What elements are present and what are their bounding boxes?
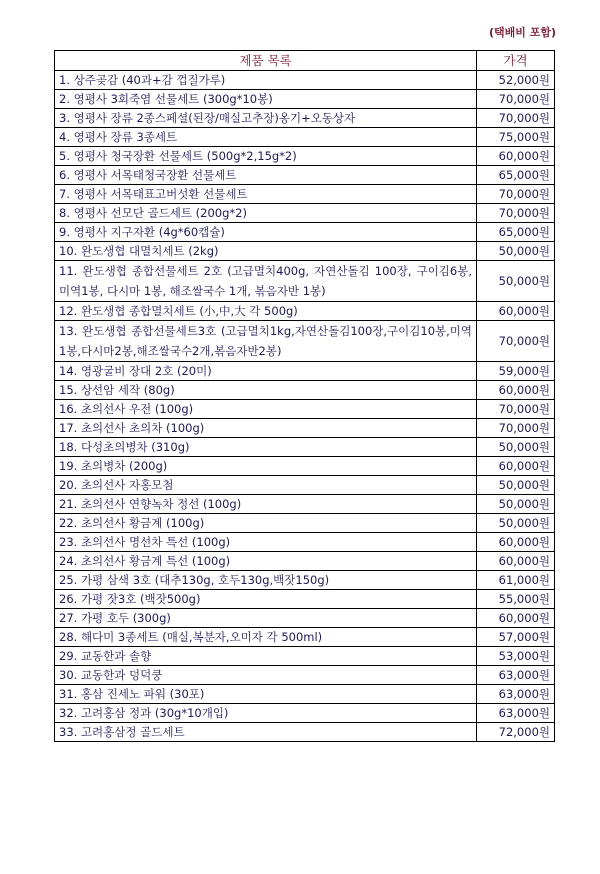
table-row: [55, 723, 555, 742]
product-name: 31. 홍삼 진세노 파워 (30포): [55, 685, 477, 704]
table-row: [55, 571, 555, 590]
product-price: 60,000원: [477, 302, 555, 321]
product-name: 24. 초의선사 황금계 특선 (100g): [55, 552, 477, 571]
product-price: 60,000원: [477, 147, 555, 166]
product-name: 29. 교동한과 솔향: [55, 647, 477, 666]
product-price: 50,000원: [477, 514, 555, 533]
product-price: 70,000원: [477, 419, 555, 438]
table-row: [55, 419, 555, 438]
product-name: 32. 고려홍삼 정과 (30g*10개입): [55, 704, 477, 723]
table-row: [55, 261, 555, 302]
table-row: [55, 400, 555, 419]
product-name: 26. 가평 잣3호 (백잣500g): [55, 590, 477, 609]
product-price: 70,000원: [477, 90, 555, 109]
product-name: 3. 영평사 장류 2종스페셜(된장/매실고추장)옹기+오동상자: [55, 109, 477, 128]
table-row: [55, 457, 555, 476]
product-name: 14. 영광굴비 장대 2호 (20미): [55, 362, 477, 381]
table-row: [55, 242, 555, 261]
product-name: 8. 영평사 선모단 골드세트 (200g*2): [55, 204, 477, 223]
table-row: [55, 590, 555, 609]
product-price: 63,000원: [477, 666, 555, 685]
product-price: 70,000원: [477, 321, 555, 362]
table-row: [55, 109, 555, 128]
product-price: 55,000원: [477, 590, 555, 609]
table-row: [55, 321, 555, 362]
table-row: [55, 302, 555, 321]
product-name: 16. 초의선사 우전 (100g): [55, 400, 477, 419]
product-rows: [55, 71, 555, 742]
product-price: 57,000원: [477, 628, 555, 647]
table-row: [55, 166, 555, 185]
table-row: [55, 552, 555, 571]
product-name: 20. 초의선사 자홍모첨: [55, 476, 477, 495]
delivery-fee-note: (택배비 포함): [488, 26, 556, 39]
table-row: [55, 647, 555, 666]
table-header-row: [55, 51, 555, 71]
product-name: 17. 초의선사 초의차 (100g): [55, 419, 477, 438]
table-row: [55, 362, 555, 381]
product-name: 22. 초의선사 황금계 (100g): [55, 514, 477, 533]
product-price: 50,000원: [477, 438, 555, 457]
table-row: [55, 438, 555, 457]
product-price: 72,000원: [477, 723, 555, 742]
product-name: 21. 초의선사 연향녹차 정선 (100g): [55, 495, 477, 514]
table-row: [55, 685, 555, 704]
product-price: 59,000원: [477, 362, 555, 381]
product-price-table: [54, 50, 555, 742]
table-row: [55, 381, 555, 400]
table-row: [55, 476, 555, 495]
price-header: 가격: [477, 51, 555, 71]
product-price: 50,000원: [477, 261, 555, 302]
product-price: 70,000원: [477, 185, 555, 204]
product-name: 1. 상주곶감 (40과+감 껍질가루): [55, 71, 477, 90]
product-name: 11. 완도생협 종합선물세트 2호 (고급멸치400g, 자연산돌김 100장, 구이김6봉, 미역1봉, 다시마 1봉, 해조쌀국수 1개, 볶음자반 1봉): [55, 261, 477, 302]
product-name: 23. 초의선사 명선차 특선 (100g): [55, 533, 477, 552]
product-price: 61,000원: [477, 571, 555, 590]
table-row: [55, 666, 555, 685]
table-row: [55, 533, 555, 552]
product-price: 60,000원: [477, 457, 555, 476]
product-price: 70,000원: [477, 204, 555, 223]
product-name: 7. 영평사 서목태표고버섯환 선물세트: [55, 185, 477, 204]
product-price: 65,000원: [477, 166, 555, 185]
product-list-header: 제품 목록: [55, 51, 477, 71]
product-price: 60,000원: [477, 609, 555, 628]
product-name: 5. 영평사 청국장환 선물세트 (500g*2,15g*2): [55, 147, 477, 166]
product-name: 25. 가평 삼색 3호 (대추130g, 호두130g,백잣150g): [55, 571, 477, 590]
product-name: 9. 영평사 지구자환 (4g*60캡슐): [55, 223, 477, 242]
product-name: 30. 교동한과 덩덕쿵: [55, 666, 477, 685]
product-price: 60,000원: [477, 552, 555, 571]
product-name: 15. 상선암 세작 (80g): [55, 381, 477, 400]
product-price: 63,000원: [477, 704, 555, 723]
product-name: 12. 완도생협 종합멸치세트 (小,中,大 각 500g): [55, 302, 477, 321]
product-name: 33. 고려홍삼정 골드세트: [55, 723, 477, 742]
product-price: 63,000원: [477, 685, 555, 704]
product-price: 50,000원: [477, 495, 555, 514]
product-price: 75,000원: [477, 128, 555, 147]
table-row: [55, 495, 555, 514]
product-name: 18. 다성초의병차 (310g): [55, 438, 477, 457]
table-row: [55, 147, 555, 166]
product-price: 70,000원: [477, 400, 555, 419]
table-row: [55, 128, 555, 147]
product-price: 65,000원: [477, 223, 555, 242]
product-price: 70,000원: [477, 109, 555, 128]
table-row: [55, 704, 555, 723]
table-row: [55, 514, 555, 533]
product-name: 28. 해다미 3종세트 (매실,복분자,오미자 각 500ml): [55, 628, 477, 647]
table-row: [55, 628, 555, 647]
product-price: 50,000원: [477, 242, 555, 261]
product-price: 52,000원: [477, 71, 555, 90]
product-name: 27. 가평 호두 (300g): [55, 609, 477, 628]
product-price: 53,000원: [477, 647, 555, 666]
table-row: [55, 71, 555, 90]
product-price: 60,000원: [477, 533, 555, 552]
product-name: 6. 영평사 서목태청국장환 선물세트: [55, 166, 477, 185]
product-price: 50,000원: [477, 476, 555, 495]
table-row: [55, 90, 555, 109]
table-row: [55, 185, 555, 204]
table-row: [55, 204, 555, 223]
product-price: 60,000원: [477, 381, 555, 400]
product-name: 4. 영평사 장류 3종세트: [55, 128, 477, 147]
table-row: [55, 609, 555, 628]
product-name: 13. 완도생협 종합선물세트3호 (고급멸치1kg,자연산돌김100장,구이김10봉,미역1봉,다시마2봉,해조쌀국수2개,볶음자반2봉): [55, 321, 477, 362]
product-name: 10. 완도생협 대멸치세트 (2kg): [55, 242, 477, 261]
table-row: [55, 223, 555, 242]
product-name: 2. 영평사 3회죽염 선물세트 (300g*10봉): [55, 90, 477, 109]
product-name: 19. 초의병차 (200g): [55, 457, 477, 476]
